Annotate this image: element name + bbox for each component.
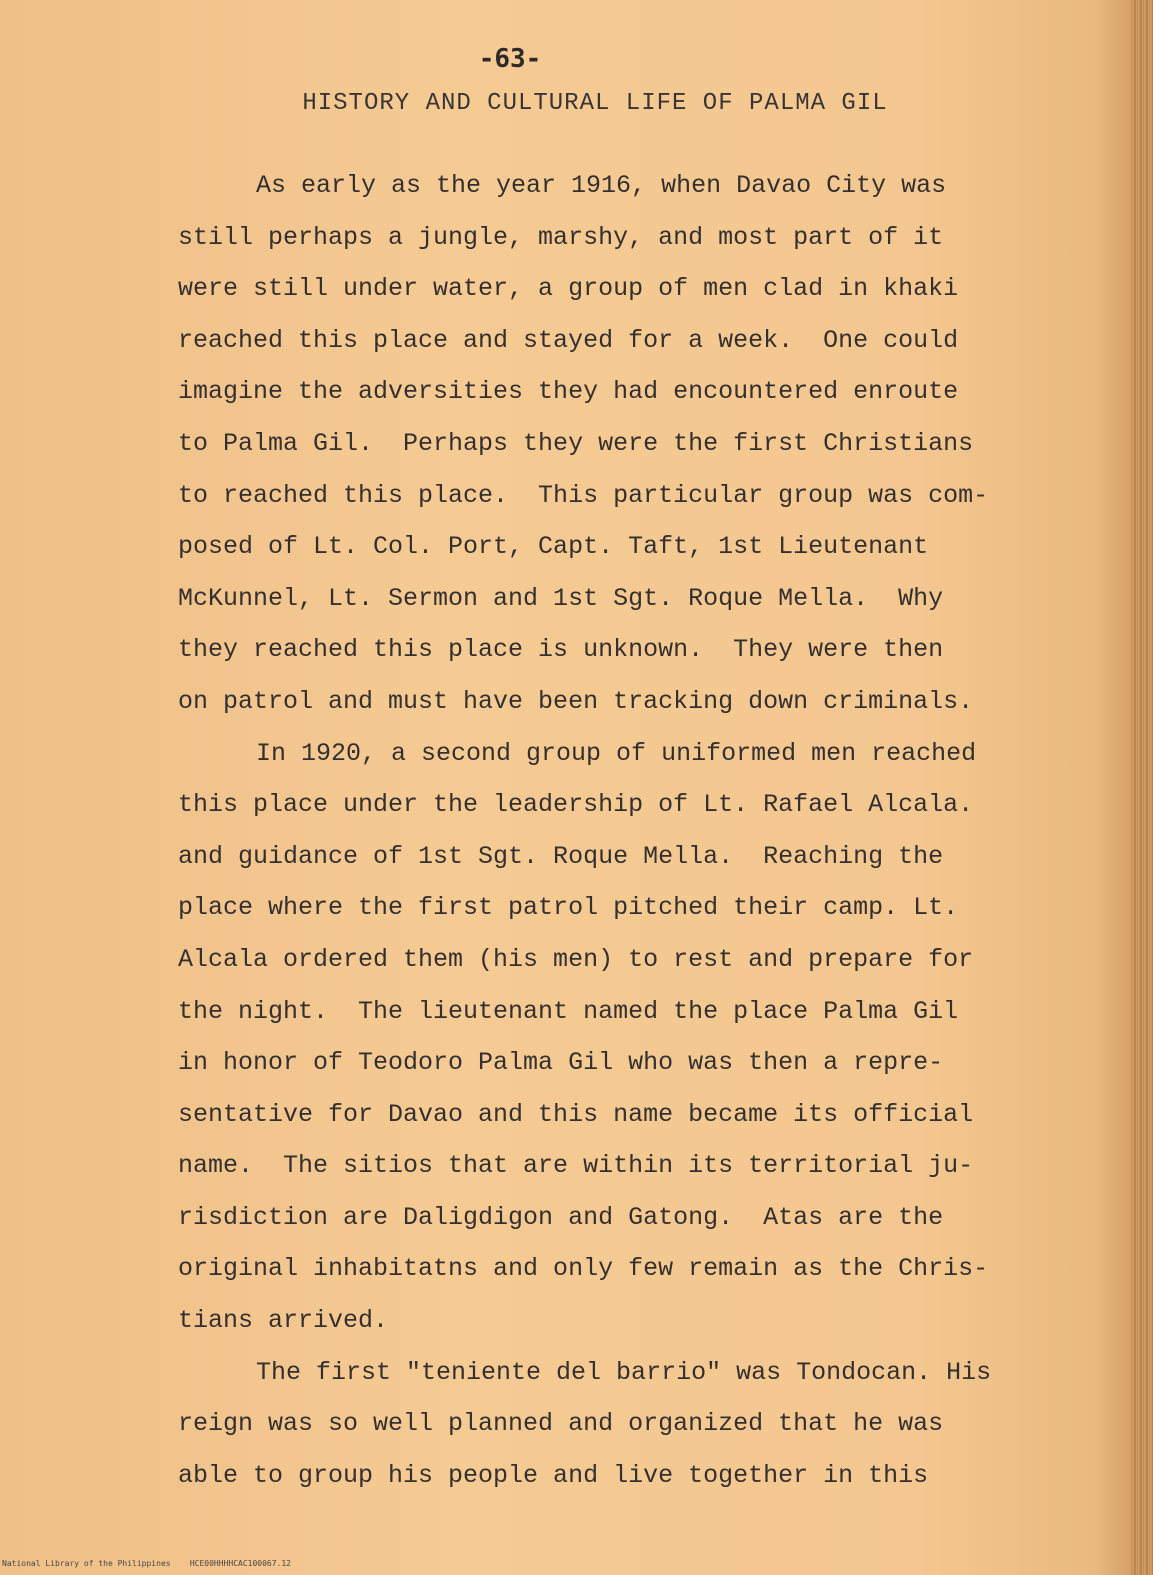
text-line: reign was so well planned and organized that he was	[178, 1409, 944, 1439]
text-line: Alcala ordered them (his men) to rest and prepare for	[178, 944, 974, 974]
text-line: to reached this place. This particular group was com-	[178, 480, 989, 510]
text-line: original inhabitatns and only few remain as the Chris-	[178, 1254, 989, 1284]
text-line: In 1920, a second group of uniformed men reached	[256, 738, 977, 768]
text-line: As early as the year 1916, when Davao City was	[256, 171, 947, 200]
text-line: name. The sitios that are within its territorial ju-	[178, 1151, 974, 1181]
text-line: posed of Lt. Col. Port, Capt. Taft, 1st Lieutenant	[178, 532, 929, 562]
text-line: the night. The lieutenant named the place Palma Gil	[178, 996, 959, 1026]
page-number: -63-	[478, 44, 542, 74]
text-line: sentative for Davao and this name became its official	[178, 1099, 974, 1129]
text-line: risdiction are Daligdigon and Gatong. Atas are the	[178, 1202, 944, 1232]
scan-footer-label: National Library of the Philippines HCE00HHHHCAC100067.12	[2, 1559, 291, 1568]
text-line: they reached this place is unknown. They were then	[178, 635, 944, 665]
body-text	[178, 168, 1078, 1509]
text-line: The first "teniente del barrio" was Tondocan. His	[256, 1357, 992, 1387]
text-line: McKunnel, Lt. Sermon and 1st Sgt. Roque Mella. Why	[178, 583, 944, 613]
page-edge-shadow	[1131, 0, 1153, 1575]
text-line: to Palma Gil. Perhaps they were the first Christians	[178, 428, 974, 458]
text-line: imagine the adversities they had encountered enroute	[178, 377, 959, 407]
text-line: and guidance of 1st Sgt. Roque Mella. Reaching the	[178, 841, 944, 871]
text-line: this place under the leadership of Lt. Rafael Alcala.	[178, 790, 974, 820]
text-line: place where the first patrol pitched their camp. Lt.	[178, 893, 959, 923]
text-line: tians arrived.	[178, 1306, 389, 1336]
text-line: reached this place and stayed for a week. One could	[178, 325, 959, 355]
text-line: in honor of Teodoro Palma Gil who was then a repre-	[178, 1048, 944, 1078]
text-line: able to group his people and live together in this	[178, 1460, 929, 1490]
text-line: on patrol and must have been tracking down criminals.	[178, 686, 974, 716]
text-line: were still under water, a group of men clad in khaki	[178, 274, 959, 304]
text-line: still perhaps a jungle, marshy, and most part of it	[178, 222, 944, 252]
page-title: HISTORY AND CULTURAL LIFE OF PALMA GIL	[302, 90, 888, 117]
